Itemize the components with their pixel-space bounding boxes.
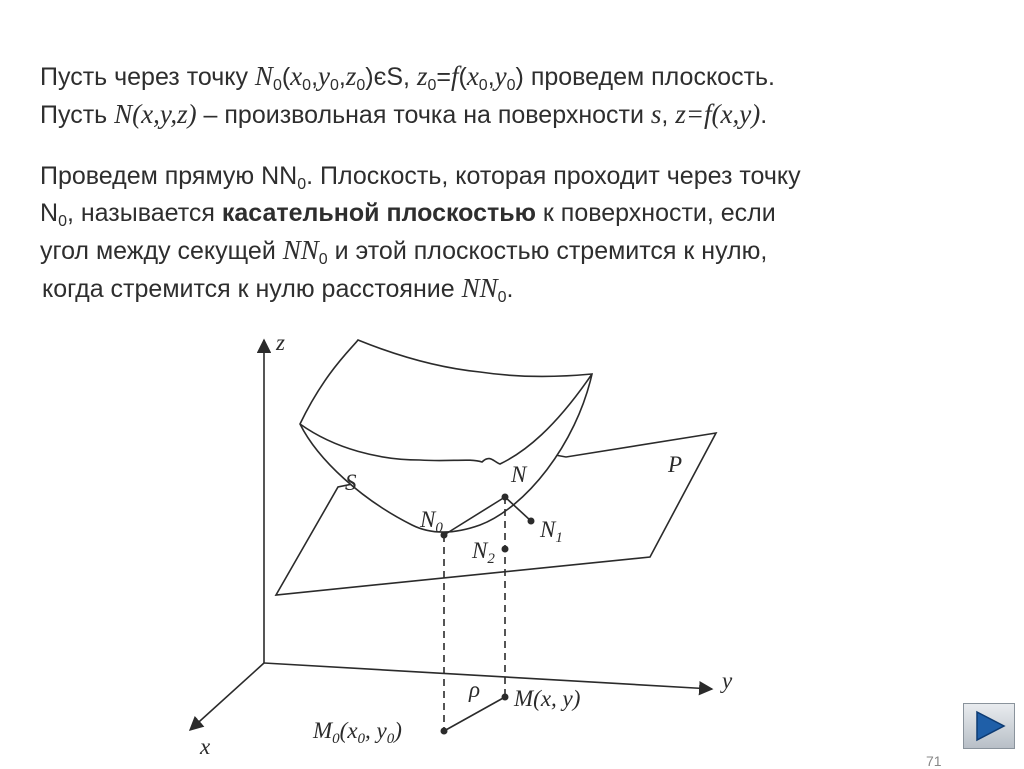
subscript: 0	[58, 213, 67, 230]
point-N	[502, 494, 509, 501]
text-span: когда стремится к нулю расстояние	[42, 275, 462, 303]
text-span: (	[281, 63, 291, 91]
label-N0: $N_0$	[420, 507, 443, 536]
paragraph-tangent-plane	[40, 158, 1000, 308]
math-N: N	[114, 99, 133, 129]
subscript: 0	[272, 77, 282, 94]
text-line	[40, 158, 1000, 195]
text-line	[40, 195, 1000, 232]
surface-S	[300, 340, 592, 532]
text-line	[40, 96, 1000, 134]
text-span: (	[458, 63, 467, 91]
math-x: x	[466, 61, 479, 91]
math-N: N	[254, 61, 273, 91]
label-x: x	[200, 734, 211, 759]
math-z: z	[416, 61, 428, 91]
page-number: 71	[926, 753, 942, 769]
text-span: – произвольная точка на поверхности	[196, 101, 651, 129]
subscript: 0	[427, 77, 437, 94]
text-span: и этой плоскостью стремится к нулю,	[327, 237, 768, 265]
point-N1	[528, 518, 535, 525]
point-M0	[441, 728, 448, 735]
point-N2	[502, 546, 509, 553]
text-span: Пусть	[40, 101, 115, 129]
text-span: ,	[311, 63, 319, 91]
subscript: 0	[356, 77, 366, 94]
text-line	[40, 58, 1000, 96]
math-equation: z=f(x,y)	[675, 99, 761, 129]
point-M	[502, 694, 509, 701]
label-M: M(x, y)	[514, 686, 581, 711]
subscript: 0	[330, 77, 339, 94]
text-span: .	[760, 101, 768, 129]
text-span: , называется	[66, 199, 222, 227]
math-y: y	[494, 61, 507, 91]
math-f: f	[450, 61, 459, 91]
text-line	[40, 270, 1000, 308]
tangent-plane-diagram	[185, 330, 745, 760]
paragraph-definition	[40, 58, 1000, 134]
math-s: s	[650, 99, 662, 129]
text-span: ,	[661, 101, 676, 129]
text-span: . Плоскость, которая проходит через точку	[306, 162, 801, 190]
label-N2: $N_2$	[472, 538, 495, 567]
label-M0: $M_0(x_0$, $y_0$)	[313, 718, 402, 747]
text-span: Пусть через точку	[40, 63, 255, 91]
math-y: y	[318, 61, 330, 91]
distance-rho	[444, 697, 505, 731]
label-z: z	[276, 330, 285, 355]
label-S: S	[345, 470, 357, 495]
subscript: 0	[478, 77, 488, 94]
text-span: ) проведем плоскость.	[515, 63, 775, 91]
subscript: 0	[506, 77, 516, 94]
math-x: x	[290, 61, 303, 91]
label-P: P	[668, 452, 683, 477]
x-axis	[190, 663, 264, 730]
y-axis	[264, 663, 712, 689]
text-span: .	[506, 275, 514, 303]
math-NN: NN	[461, 273, 498, 303]
math-NN: NN	[282, 235, 319, 265]
text-span: =	[436, 63, 451, 91]
subscript: 0	[297, 176, 307, 193]
label-N: N	[511, 462, 527, 487]
label-y: y	[722, 668, 733, 693]
subscript: 0	[497, 289, 507, 306]
subscript: 0	[302, 77, 312, 94]
text-span: угол между секущей	[40, 237, 283, 265]
next-slide-button[interactable]	[963, 703, 1015, 749]
math-args: (x,y,z)	[132, 99, 197, 129]
text-line	[40, 232, 1000, 270]
label-N1: $N_1$	[540, 517, 563, 546]
text-span: ,	[338, 63, 346, 91]
text-span: )єS,	[365, 63, 417, 91]
math-z: z	[345, 61, 357, 91]
term-tangent-plane: касательной плоскостью	[221, 199, 536, 227]
text-span: к поверхности, если	[535, 199, 776, 227]
play-right-icon	[974, 710, 1006, 742]
text-span: N	[40, 199, 59, 227]
text-span: Проведем прямую NN	[40, 162, 298, 190]
text-span: ,	[487, 63, 495, 91]
label-rho: ρ	[469, 677, 481, 702]
subscript: 0	[318, 251, 328, 268]
